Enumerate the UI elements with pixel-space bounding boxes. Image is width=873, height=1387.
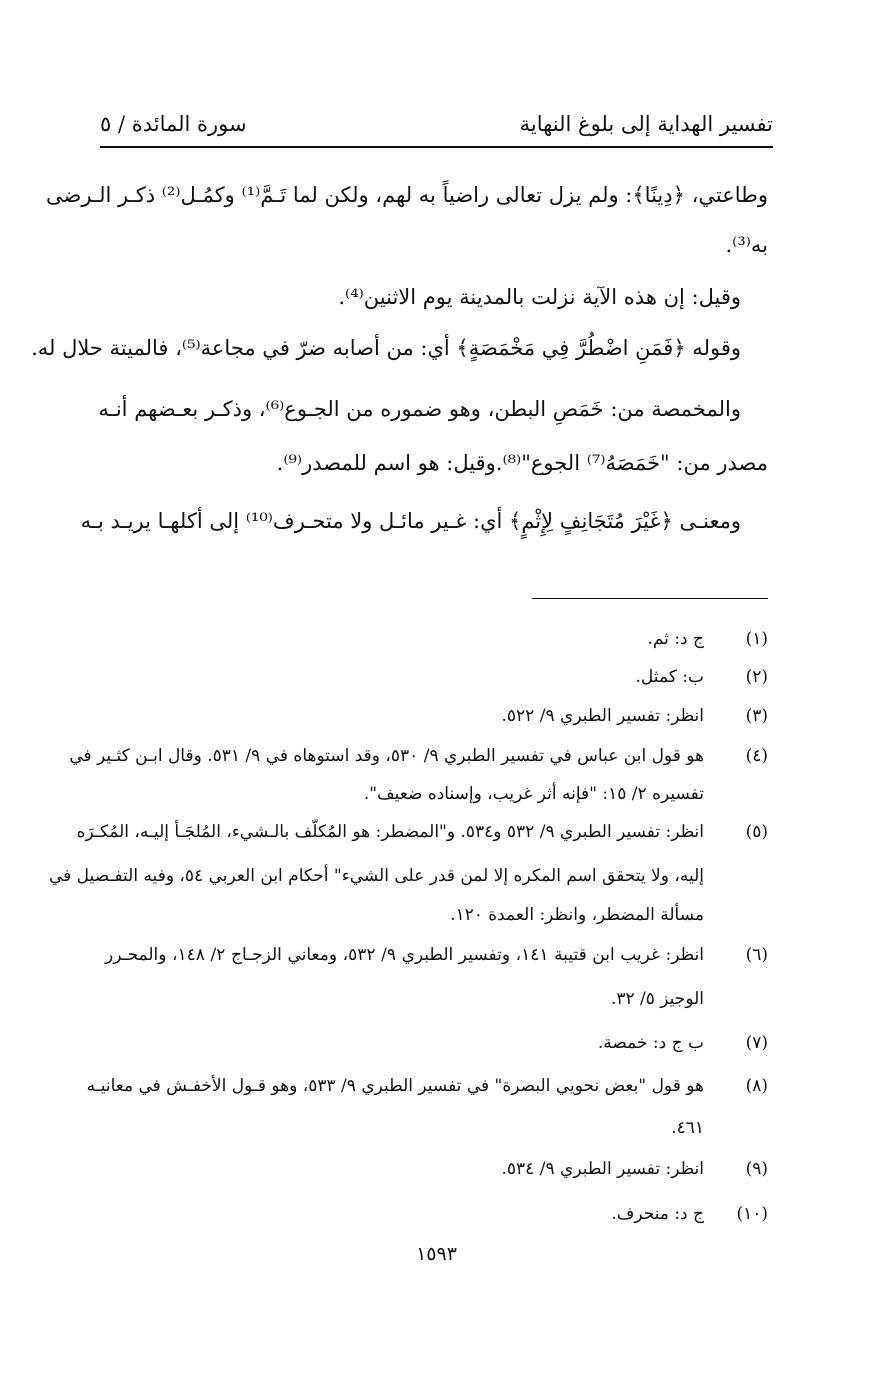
- footnote-number: (٥): [745, 822, 768, 842]
- running-header: [100, 106, 773, 142]
- footnote-number: (٣): [745, 706, 768, 726]
- footnote-text: هو قول "بعض نحويي البصرة" في تفسير الطبري ٩/ ٥٣٣، وهو قـول الأخفـش في معانيـه: [86, 1076, 704, 1096]
- footnote-text: ب: كمثل.: [635, 667, 704, 687]
- page-number: ١٥٩٣: [416, 1243, 457, 1265]
- footnote-number: (١): [745, 629, 768, 649]
- header-rule: [100, 146, 773, 148]
- footnote-text: الوجيز ٥/ ٣٢.: [610, 989, 704, 1009]
- footnote-text: انظر: تفسير الطبري ٩/ ٥٣٢ و٥٣٤. و"المضطر: هو المُكلّف بالـشيء، المُلجَـأ إليـه، المُكـرَه: [76, 822, 704, 842]
- body-line: وقيل: إن هذه الآية نزلت بالمدينة يوم الاثنين⁽⁴⁾.: [338, 285, 741, 309]
- body-line: مصدر من: "خَمَصَهُ⁽⁷⁾ الجوع"⁽⁸⁾.وقيل: هو اسم للمصدر⁽⁹⁾.: [276, 451, 768, 475]
- footnote-text: ج د: ثم.: [647, 629, 704, 649]
- footnote-number: (٢): [745, 667, 768, 687]
- footnote-number: (٩): [745, 1159, 768, 1179]
- body-line: والمخمصة من: خَمَصِ البطن، وهو ضموره من الجـوع⁽⁶⁾، وذكـر بعـضهم أنـه: [98, 397, 741, 421]
- footnote-text: تفسيره ٢/ ١٥: "فإنه أثر غريب، وإسناده ضعيف".: [363, 784, 704, 804]
- footnote-number: (٧): [745, 1033, 768, 1053]
- body-line: به⁽³⁾.: [725, 233, 768, 257]
- footnote-number: (١٠): [736, 1204, 768, 1224]
- surah-label: سورة المائدة / ٥: [100, 112, 247, 136]
- footnote-text: ج د: منحرف.: [611, 1204, 704, 1224]
- body-line: وقوله ﴿فَمَنِ اضْطُرَّ فِي مَخْمَصَةٍ﴾ أي: من أصابه ضرّ في مجاعة⁽⁵⁾، فالميتة حلال له.: [31, 336, 741, 360]
- body-line: وطاعتي، ﴿دِينًا﴾: ولم يزل تعالى راضياً به لهم، ولكن لما تَـمَّ⁽¹⁾ وكمُـل⁽²⁾ ذكـر الـرضى: [46, 183, 768, 207]
- footnote-separator: [532, 598, 768, 599]
- footnote-number: (٤): [745, 746, 768, 766]
- footnote-text: إليه، ولا يتحقق اسم المكره إلا لمن قدر على الشيء" أحكام ابن العربي ٥٤، وفيه التفـصيل في: [48, 866, 704, 886]
- footnote-number: (٨): [745, 1076, 768, 1096]
- footnote-text: هو قول ابن عباس في تفسير الطبري ٩/ ٥٣٠، وقد استوهاه في ٩/ ٥٣١. وقال ابـن كثـير في: [69, 746, 704, 766]
- footnote-text: انظر: تفسير الطبري ٩/ ٥٣٤.: [501, 1159, 704, 1179]
- footnote-text: انظر: تفسير الطبري ٩/ ٥٢٢.: [501, 706, 704, 726]
- footnote-text: مسألة المضطر، وانظر: العمدة ١٢٠.: [450, 905, 704, 925]
- footnote-number: (٦): [745, 945, 768, 965]
- footnote-text: انظر: غريب ابن قتيبة ١٤١، وتفسير الطبري ٩/ ٥٣٢، ومعاني الزجـاج ٢/ ١٤٨، والمحـرر: [105, 945, 705, 965]
- book-title: تفسير الهداية إلى بلوغ النهاية: [519, 112, 773, 136]
- footnote-text: ٤٦١.: [671, 1118, 704, 1138]
- body-line: ومعنـى ﴿غَيْرَ مُتَجَانِفٍ لِإِثْمٍ﴾ أي: غـير مائـل ولا متحـرف⁽¹⁰⁾ إلى أكلهـا يريـد بـه: [80, 509, 741, 533]
- footnote-text: ب ج د: خمصة.: [597, 1033, 704, 1053]
